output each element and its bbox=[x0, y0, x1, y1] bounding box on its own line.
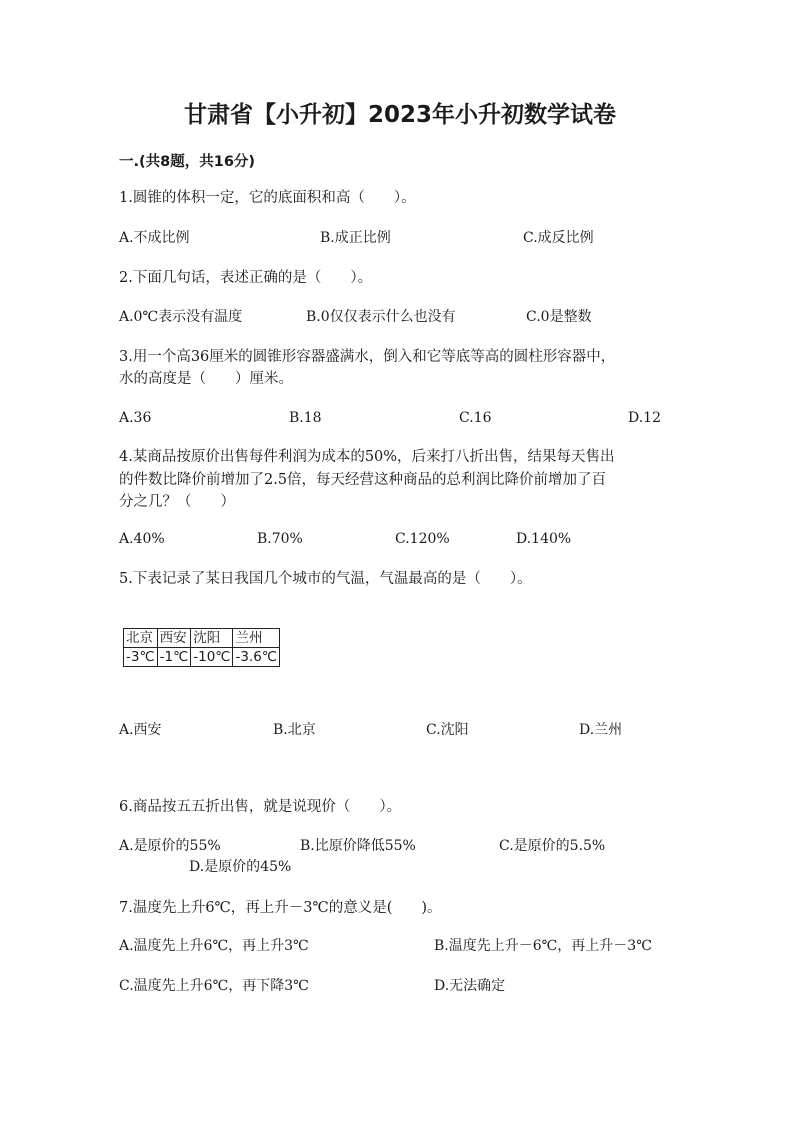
page-title: 甘肃省【小升初】2023年小升初数学试卷 bbox=[183, 102, 616, 128]
table-cell-temp: -1℃ bbox=[157, 648, 191, 667]
q3-option-a[interactable]: A.36 bbox=[119, 410, 152, 426]
q3-option-d[interactable]: D.12 bbox=[628, 410, 661, 426]
q4-option-d[interactable]: D.140% bbox=[516, 531, 572, 547]
question-3-line-1: 3.用一个高36厘米的圆锥形容器盛满水，倒入和它等底等高的圆柱形容器中， bbox=[119, 349, 616, 365]
question-3-line-2: 水的高度是（ ）厘米。 bbox=[119, 371, 293, 387]
question-1: 1.圆锥的体积一定，它的底面积和高（ ）。 bbox=[119, 190, 416, 206]
table-cell-city: 北京 bbox=[124, 629, 158, 648]
table-row bbox=[124, 648, 280, 667]
table-cell-city: 沈阳 bbox=[191, 629, 233, 648]
q3-option-b[interactable]: B.18 bbox=[289, 410, 322, 426]
q1-option-a[interactable]: A.不成比例 bbox=[119, 230, 190, 246]
q7-option-d[interactable]: D.无法确定 bbox=[434, 978, 506, 994]
q4-option-a[interactable]: A.40% bbox=[119, 531, 165, 547]
q6-option-b[interactable]: B.比原价降低55% bbox=[300, 838, 416, 854]
q5-option-a[interactable]: A.西安 bbox=[119, 722, 162, 738]
q5-option-b[interactable]: B.北京 bbox=[273, 722, 316, 738]
q6-option-a[interactable]: A.是原价的55% bbox=[119, 838, 221, 854]
q1-option-c[interactable]: C.成反比例 bbox=[523, 230, 594, 246]
q5-option-d[interactable]: D.兰州 bbox=[579, 722, 623, 738]
section-header: 一.(共8题，共16分) bbox=[119, 154, 256, 170]
table-row bbox=[124, 629, 280, 648]
question-7: 7.温度先上升6℃，再上升－3℃的意义是( )。 bbox=[119, 900, 442, 916]
q4-option-c[interactable]: C.120% bbox=[395, 531, 450, 547]
question-4-line-2: 的件数比降价前增加了2.5倍，每天经营这种商品的总利润比降价前增加了百 bbox=[119, 472, 607, 488]
q1-option-b[interactable]: B.成正比例 bbox=[320, 230, 391, 246]
question-4-line-3: 分之几？（ ） bbox=[119, 494, 235, 510]
q2-option-c[interactable]: C.0是整数 bbox=[526, 309, 592, 325]
q7-option-c[interactable]: C.温度先上升6℃，再下降3℃ bbox=[119, 978, 309, 994]
question-5: 5.下表记录了某日我国几个城市的气温，气温最高的是（ ）。 bbox=[119, 571, 532, 587]
table-cell-temp: -3℃ bbox=[124, 648, 158, 667]
q4-option-b[interactable]: B.70% bbox=[257, 531, 303, 547]
q5-option-c[interactable]: C.沈阳 bbox=[426, 722, 469, 738]
table-cell-city: 西安 bbox=[157, 629, 191, 648]
table-cell-temp: -3.6℃ bbox=[233, 648, 280, 667]
question-6: 6.商品按五五折出售，就是说现价（ ）。 bbox=[119, 799, 402, 815]
table-cell-city: 兰州 bbox=[233, 629, 280, 648]
question-4-line-1: 4.某商品按原价出售每件利润为成本的50%，后来打八折出售，结果每天售出 bbox=[119, 449, 615, 465]
temperature-table bbox=[123, 628, 280, 667]
question-2: 2.下面几句话，表述正确的是（ ）。 bbox=[119, 270, 373, 286]
table-cell-temp: -10℃ bbox=[191, 648, 233, 667]
q2-option-b[interactable]: B.0仅仅表示什么也没有 bbox=[306, 309, 456, 325]
q3-option-c[interactable]: C.16 bbox=[459, 410, 492, 426]
q6-option-c[interactable]: C.是原价的5.5% bbox=[499, 838, 606, 854]
q6-option-d[interactable]: D.是原价的45% bbox=[189, 859, 292, 875]
q2-option-a[interactable]: A.0℃表示没有温度 bbox=[119, 309, 243, 325]
q7-option-a[interactable]: A.温度先上升6℃，再上升3℃ bbox=[119, 938, 309, 954]
q7-option-b[interactable]: B.温度先上升－6℃，再上升－3℃ bbox=[434, 938, 652, 954]
